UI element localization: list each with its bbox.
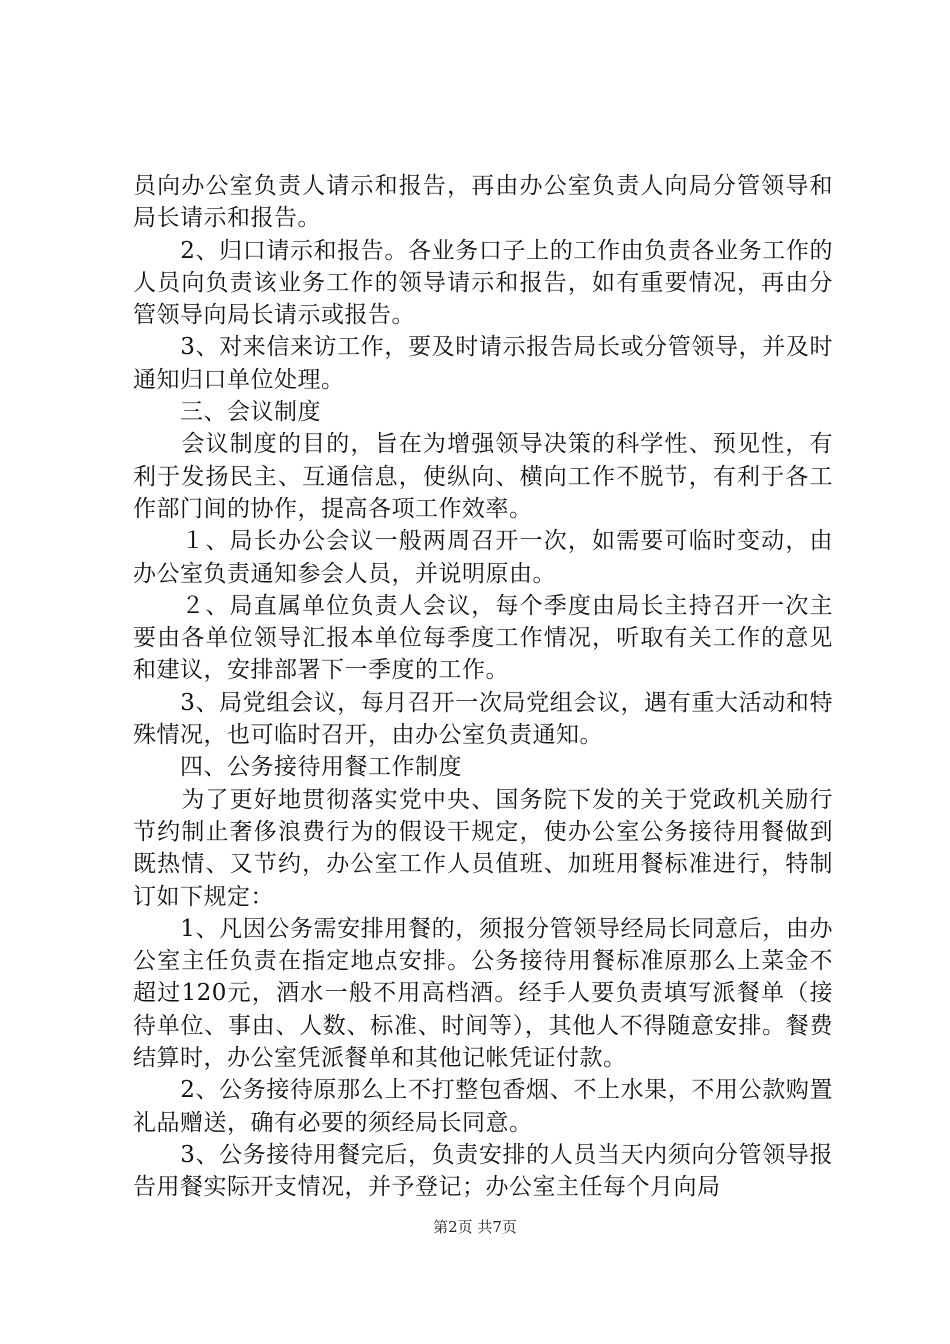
paragraph-1: 员向办公室负责人请示和报告，再由办公室负责人向局分管领导和局长请示和报告。 <box>133 173 833 232</box>
paragraph-8: 3、局党组会议，每月召开一次局党组会议，遇有重大活动和特殊情况，也可临时召开，由办公室负责通知。 <box>133 689 833 749</box>
paragraph-7: ２、局直属单位负责人会议，每个季度由局长主持召开一次主要由各单位领导汇报本单位每季度工作情况，听取有关工作的意见和建议，安排部署下一季度的工作。 <box>133 592 833 684</box>
section-heading-meeting: 三、会议制度 <box>133 399 321 426</box>
paragraph-3: 3、对来信来访工作，要及时请示报告局长或分管领导，并及时通知归口单位处理。 <box>133 334 833 393</box>
page-number-footer: 第2页 共7页 <box>433 1218 517 1236</box>
paragraph-10: 为了更好地贯彻落实党中央、国务院下发的关于党政机关励行节约制止奢侈浪费行为的假设干规定，使办公室公务接待用餐做到既热情、又节约，办公室工作人员值班、加班用餐标准进行，特制订如下规定： <box>133 786 833 910</box>
paragraph-13: 3、公务接待用餐完后，负责安排的人员当天内须向分管领导报告用餐实际开支情况，并予登记；办公室主任每个月向局 <box>133 1141 833 1201</box>
paragraph-11: 1、凡因公务需安排用餐的，须报分管领导经局长同意后，由办公室主任负责在指定地点安排。公务接待用餐标准原那么上菜金不超过120元，酒水一般不用高档酒。经手人要负责填写派餐单（接待单位、事由、人数、标准、时间等），其他人不得随意安排。餐费结算时，办公室凭派餐单和其他记帐凭证付款。 <box>133 915 833 1072</box>
paragraph-12: 2、公务接待原那么上不打整包香烟、不上水果，不用公款购置礼品赠送，确有必要的须经局长同意。 <box>133 1077 833 1136</box>
document-body <box>133 170 833 1204</box>
paragraph-2: 2、归口请示和报告。各业务口子上的工作由负责各业务工作的人员向负责该业务工作的领导请示和报告，如有重要情况，再由分管领导向局长请示或报告。 <box>133 237 833 329</box>
paragraph-6: １、局长办公会议一般两周召开一次，如需要可临时变动，由办公室负责通知参会人员，并说明原由。 <box>133 528 833 587</box>
section-heading-reception: 四、公务接待用餐工作制度 <box>133 754 462 781</box>
paragraph-5: 会议制度的目的，旨在为增强领导决策的科学性、预见性，有利于发扬民主、互通信息，使纵向、横向工作不脱节，有利于各工作部门间的协作，提高各项工作效率。 <box>133 431 833 522</box>
